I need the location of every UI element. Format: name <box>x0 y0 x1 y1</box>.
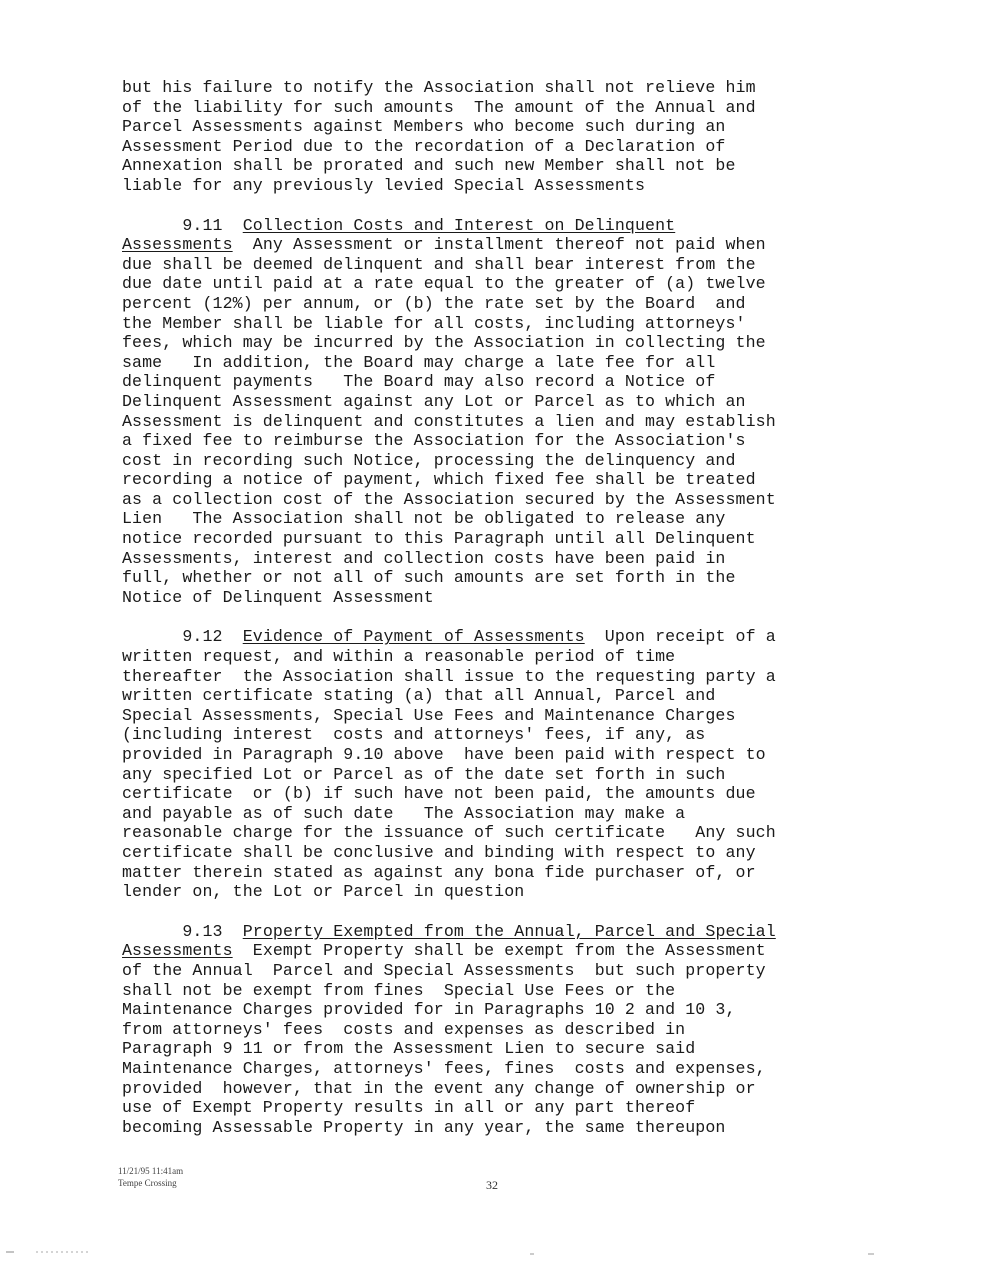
text-line: delinquent payments The Board may also record a Notice of <box>122 372 716 392</box>
text-line: Maintenance Charges, attorneys' fees, fines costs and expenses, <box>122 1058 766 1078</box>
text-line: provided in Paragraph 9.10 above have been paid with respect to <box>122 745 766 764</box>
text-line: becoming Assessable Property in any year, the same thereupon <box>122 1117 726 1137</box>
text-line: Special Assessments, Special Use Fees and Maintenance Charges <box>122 705 736 725</box>
section-heading-cont: Assessments <box>122 941 233 961</box>
text-line: the Member shall be liable for all costs, including attorneys' <box>122 313 746 333</box>
text-line: Assessment Period due to the recordation of a Declaration of <box>122 136 726 156</box>
section-heading-line <box>122 627 892 647</box>
section-body <box>122 647 892 902</box>
text-line: Assessments, interest and collection costs have been paid in <box>122 548 726 568</box>
text-line: Delinquent Assessment against any Lot or Parcel as to which an <box>122 391 746 411</box>
text-line: certificate shall be conclusive and binding with respect to any <box>122 842 756 862</box>
section-number: 9.11 <box>182 215 223 235</box>
section-heading-line <box>122 922 892 942</box>
paragraph-collection-costs <box>122 216 892 608</box>
section-first-line: Upon receipt of a <box>584 627 776 647</box>
section-body <box>122 255 892 608</box>
paragraph-exempt-property <box>122 922 892 1138</box>
section-heading: Property Exempted from the Annual, Parcel and Special <box>242 921 776 941</box>
footer-stamp <box>118 1165 183 1189</box>
text-line: percent (12%) per annum, or (b) the rate set by the Board and <box>122 293 746 313</box>
text-line: Annexation shall be prorated and such new Member shall not be <box>122 156 736 176</box>
scan-artifact-marks <box>0 1240 992 1270</box>
text-line: recording a notice of payment, which fixed fee shall be treated <box>122 470 756 490</box>
section-body <box>122 961 892 1137</box>
section-number: 9.13 <box>182 921 223 941</box>
section-first-line: Exempt Property shall be exempt from the Assessment <box>232 941 766 961</box>
text-line: use of Exempt Property results in all or any part thereof <box>122 1098 696 1118</box>
text-line: Lien The Association shall not be obligated to release any <box>122 509 726 529</box>
text-line: a fixed fee to reimburse the Association for the Association's <box>122 431 746 451</box>
section-first-line: Any Assessment or installment thereof not paid when <box>232 235 766 255</box>
text-line: certificate or (b) if such have not been paid, the amounts due <box>122 784 756 804</box>
text-line: (including interest costs and attorneys' fees, if any, as <box>122 725 706 745</box>
text-line: from attorneys' fees costs and expenses as described in <box>122 1019 686 1039</box>
text-line: any specified Lot or Parcel as of the date set forth in such <box>122 764 726 784</box>
text-line: and payable as of such date The Association may make a <box>122 803 686 823</box>
text-line: notice recorded pursuant to this Paragraph until all Delinquent <box>122 529 756 549</box>
text-line: due date until paid at a rate equal to the greater of (a) twelve <box>122 274 766 294</box>
text-line: Parcel Assessments against Members who become such during an <box>122 117 726 137</box>
text-line: written request, and within a reasonable period of time <box>122 647 676 667</box>
section-number: 9.12 <box>182 627 223 647</box>
section-heading: Collection Costs and Interest on Delinquent <box>242 215 676 235</box>
text-line: as a collection cost of the Association secured by the Assessment <box>122 489 776 509</box>
text-line: lender on, the Lot or Parcel in question <box>122 882 525 902</box>
text-line: matter therein stated as against any bona fide purchaser of, or <box>122 862 756 882</box>
text-line: Paragraph 9 11 or from the Assessment Lien to secure said <box>122 1039 696 1059</box>
text-line: reasonable charge for the issuance of such certificate Any such <box>122 823 776 843</box>
paragraph-evidence-of-payment <box>122 627 892 901</box>
section-heading-line-2 <box>122 235 892 255</box>
text-line: Assessment is delinquent and constitutes a lien and may establish <box>122 411 776 431</box>
section-heading-line-2 <box>122 941 892 961</box>
text-line: same In addition, the Board may charge a late fee for all <box>122 352 716 372</box>
text-line: thereafter the Association shall issue to the requesting party a <box>122 666 776 686</box>
page-number: 32 <box>486 1178 498 1192</box>
document-body <box>122 78 892 1157</box>
text-line: Maintenance Charges provided for in Paragraphs 10 2 and 10 3, <box>122 1000 736 1020</box>
footer-doc-name: Tempe Crossing <box>118 1178 177 1188</box>
section-heading-cont: Assessments <box>122 235 233 255</box>
text-line: of the Annual Parcel and Special Assessments but such property <box>122 960 766 980</box>
text-line: cost in recording such Notice, processing the delinquency and <box>122 450 736 470</box>
text-line: written certificate stating (a) that all Annual, Parcel and <box>122 686 716 706</box>
text-line: shall not be exempt from fines Special Use Fees or the <box>122 980 676 1000</box>
text-line: of the liability for such amounts The amount of the Annual and <box>122 97 756 117</box>
text-line: liable for any previously levied Special Assessments <box>122 175 646 195</box>
section-heading: Evidence of Payment of Assessments <box>242 627 585 647</box>
text-line: provided however, that in the event any change of ownership or <box>122 1078 756 1098</box>
section-heading-line <box>122 216 892 236</box>
text-line: Notice of Delinquent Assessment <box>122 587 434 607</box>
footer-date: 11/21/95 11:41am <box>118 1166 184 1176</box>
text-line: fees, which may be incurred by the Association in collecting the <box>122 333 766 353</box>
text-line: full, whether or not all of such amounts are set forth in the <box>122 568 736 588</box>
paragraph-assessment-proration <box>122 78 892 196</box>
text-line: due shall be deemed delinquent and shall bear interest from the <box>122 254 756 274</box>
text-line: but his failure to notify the Association shall not relieve him <box>122 78 756 97</box>
